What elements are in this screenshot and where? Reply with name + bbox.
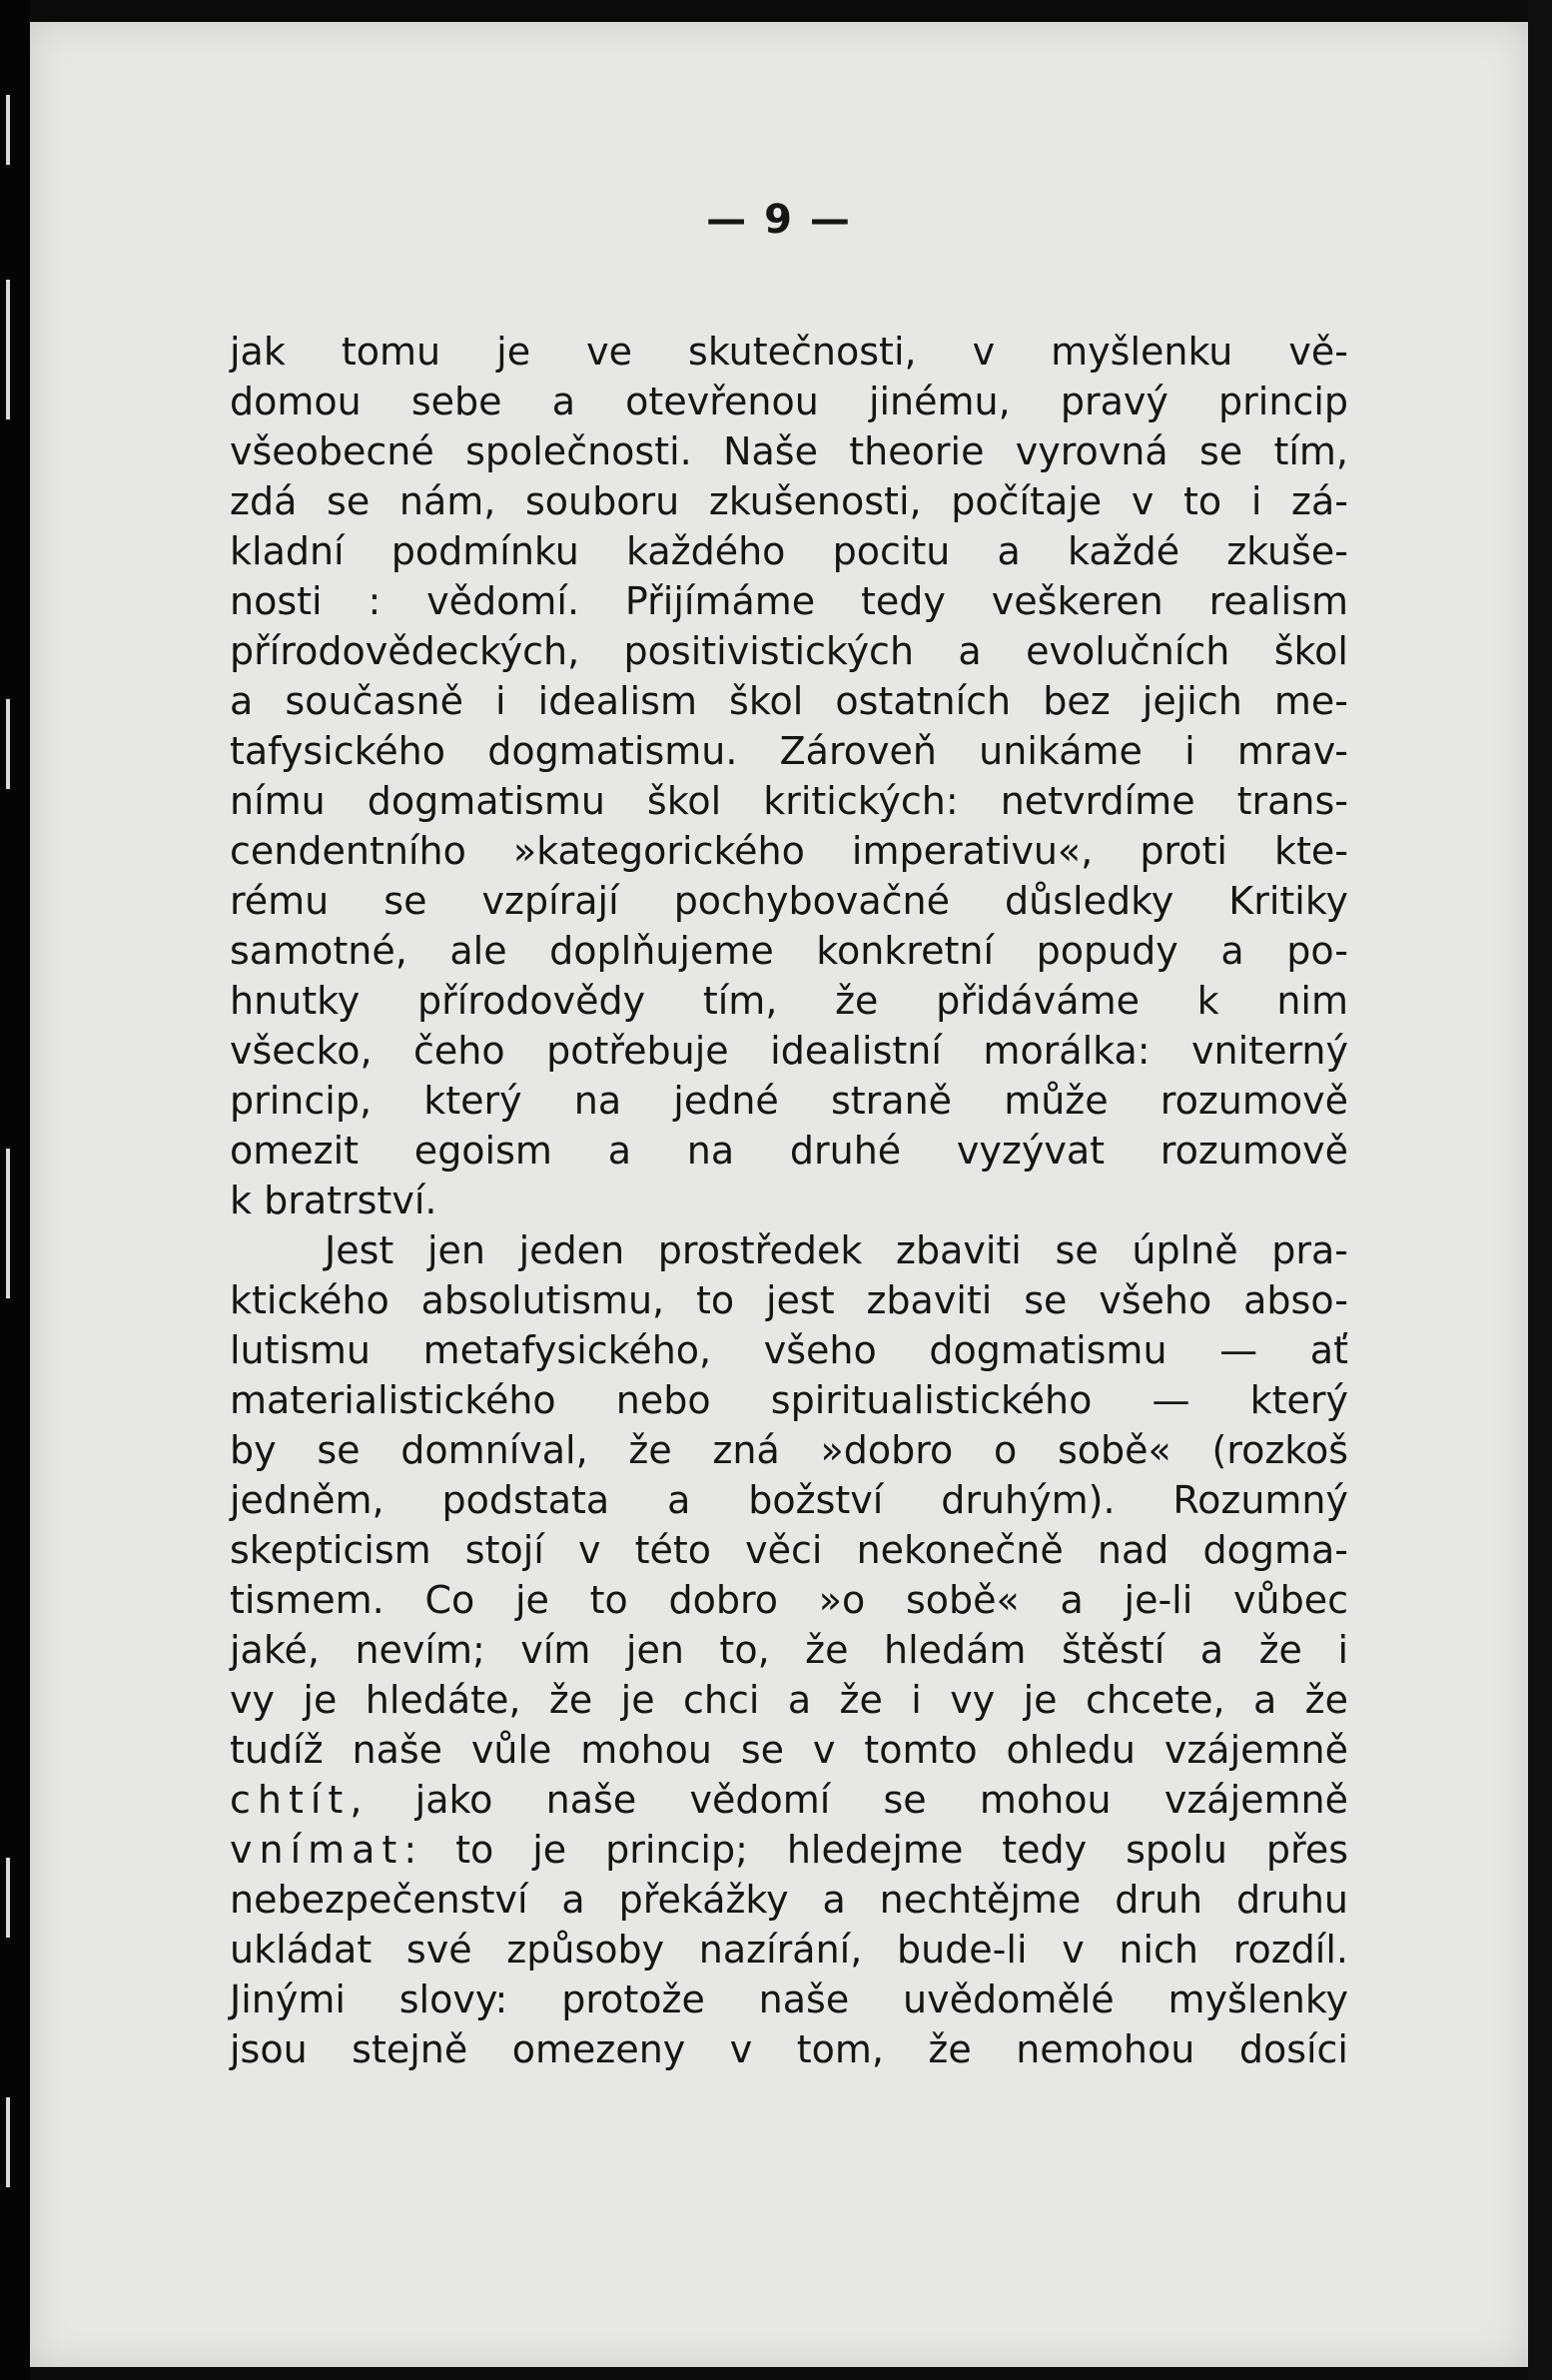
text-line: tismem. Co je to dobro »o sobě« a je-li vůbec — [230, 1578, 1348, 1622]
text-line: všecko, čeho potřebuje idealistní morálka: vniterný — [230, 1029, 1348, 1073]
page-right-edge — [1528, 0, 1552, 2380]
text-line: ukládat své způsoby nazírání, bude-li v nich rozdíl. — [230, 1928, 1348, 1972]
spaced-word: vnímat — [230, 1828, 404, 1872]
text-line: a současně i idealism škol ostatních bez jejich me- — [230, 679, 1348, 723]
text-line: zdá se nám, souboru zkušenosti, počítaje v to i zá- — [230, 479, 1348, 523]
text-line: hnutky přírodovědy tím, že přidáváme k nim — [230, 979, 1348, 1023]
text-line: domou sebe a otevřenou jinému, pravý princip — [230, 380, 1348, 423]
text-line: nebezpečenství a překážky a nechtějme druh druhu — [230, 1878, 1348, 1922]
text-line: jsou stejně omezeny v tom, že nemohou dosíci — [230, 2027, 1348, 2071]
spine-mark — [6, 2097, 10, 2187]
text-line-spaced — [230, 1825, 1348, 1875]
text-line: přírodovědeckých, positivistických a evolučních škol — [230, 629, 1348, 673]
text-line: skepticism stojí v této věci nekonečně nad dogma- — [230, 1528, 1348, 1572]
text-fragment: , jako naše vědomí se mohou vzájemně — [350, 1778, 1348, 1822]
text-line: Jinými slovy: protože naše uvědomělé myšlenky — [230, 1978, 1348, 2021]
text-line: k bratrství. — [230, 1179, 437, 1222]
spaced-word: chtít — [230, 1778, 351, 1822]
text-line: jak tomu je ve skutečnosti, v myšlenku vě- — [230, 330, 1348, 374]
body-text — [230, 327, 1348, 2074]
text-line: cendentního »kategorického imperativu«, proti kte- — [230, 829, 1348, 873]
spine-mark — [6, 1858, 10, 1938]
text-line: všeobecné společnosti. Naše theorie vyrovná se tím, — [230, 429, 1348, 473]
spine-mark — [6, 699, 10, 789]
text-line: princip, který na jedné straně může rozumově — [230, 1079, 1348, 1123]
spine-mark — [6, 1149, 10, 1298]
spine-mark — [6, 280, 10, 419]
text-line: ktického absolutismu, to jest zbaviti se všeho abso- — [230, 1278, 1348, 1322]
text-line: omezit egoism a na druhé vyzývat rozumově — [230, 1129, 1348, 1173]
text-line: rému se vzpírají pochybovačné důsledky Kritiky — [230, 879, 1348, 923]
text-fragment: : to je princip; hledejme tedy spolu přes — [403, 1828, 1348, 1872]
text-line: jedněm, podstata a božství druhým). Rozumný — [230, 1478, 1348, 1522]
text-line: lutismu metafysického, všeho dogmatismu — ať — [230, 1328, 1348, 1372]
text-line: jaké, nevím; vím jen to, že hledám štěstí a že i — [230, 1628, 1348, 1672]
text-line: materialistického nebo spiritualistického — který — [230, 1378, 1348, 1422]
text-line: samotné, ale doplňujeme konkretní popudy a po- — [230, 929, 1348, 973]
text-line: kladní podmínku každého pocitu a každé zkuše- — [230, 529, 1348, 573]
text-line: by se domníval, že zná »dobro o sobě« (rozkoš — [230, 1428, 1348, 1472]
text-line: nosti : vědomí. Přijímáme tedy veškeren realism — [230, 579, 1348, 623]
book-spine-edge — [0, 0, 30, 2380]
text-line: nímu dogmatismu škol kritických: netvrdíme trans- — [230, 779, 1348, 823]
page-number: — 9 — — [706, 197, 852, 243]
text-line: vy je hledáte, že je chci a že i vy je chcete, a že — [230, 1678, 1348, 1722]
text-line-spaced — [230, 1775, 1348, 1825]
text-line: tudíž naše vůle mohou se v tomto ohledu vzájemně — [230, 1728, 1348, 1772]
spine-mark — [6, 95, 10, 165]
text-line: Jest jen jeden prostředek zbaviti se úplně pra- — [325, 1228, 1348, 1272]
text-line: tafysického dogmatismu. Zároveň unikáme i mrav- — [230, 729, 1348, 773]
book-page — [30, 22, 1528, 2367]
